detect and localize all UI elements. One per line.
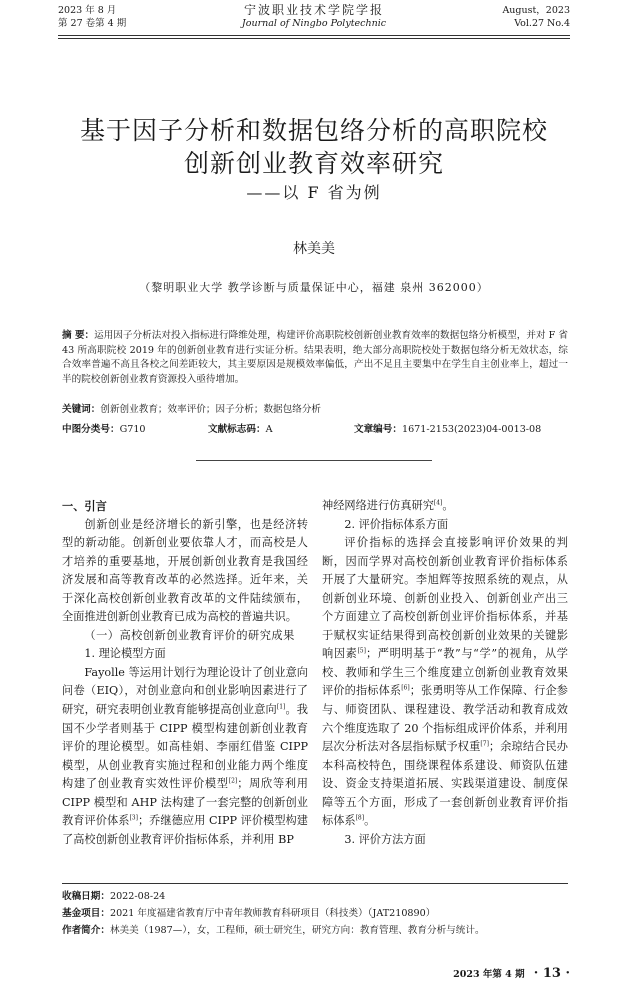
p2-text-c: ；周欣等利用 CIPP 模型和 AHP 法构建了一套完整的创新创业教育评价体系 [62, 777, 308, 828]
document-code [208, 423, 273, 437]
paragraph-1: 创新创业是经济增长的新引擎，也是经济转型的新动能。创新创业要依靠人才，而高校是人才培养的重要基地，开展创新创业教育是我国经济发展和高等教育改革的必然选择。近年来，关于深化高校创新创业教育改革的文件陆续颁布，全面推进创新创业教育已成为高校的普遍共识。 [62, 517, 308, 624]
reference-7: [7] [480, 740, 489, 748]
received-label: 收稿日期： [62, 891, 110, 902]
paragraph-2 [62, 664, 308, 849]
left-column [62, 497, 308, 849]
reference-6: [6] [401, 684, 410, 692]
paragraph-4 [322, 534, 568, 831]
keywords-label: 关键词： [62, 404, 101, 415]
page-number: · 13 · [533, 966, 570, 981]
reference-1: [1] [276, 703, 286, 711]
footnote-rule [62, 883, 568, 884]
article-label: 文章编号： [354, 424, 402, 435]
p3-text-a: 神经网络进行仿真研究 [322, 499, 434, 512]
header-rule [58, 35, 570, 36]
keywords [62, 403, 568, 417]
p2-text-d: ；乔继德应用 CIPP 评价模型构建了高校创新创业教育评价指标体系，并利用 BP [62, 814, 308, 846]
abstract-divider [196, 460, 432, 461]
subheading-indicators: 2. 评价指标体系方面 [344, 517, 449, 531]
header-rule-2 [58, 38, 570, 39]
title-line-2: 创新创业教育效率研究 [183, 149, 444, 178]
header-volume: 第 27 卷第 4 期 [58, 18, 127, 29]
right-column [322, 497, 568, 849]
reference-3: [3] [129, 814, 138, 822]
author-bio [62, 922, 568, 939]
p3-text-b: 。 [442, 499, 454, 512]
author-affiliation: （黎明职业大学 教学诊断与质量保证中心，福建 泉州 362000） [139, 281, 489, 294]
p2-text-a: Fayolle 等运用计划行为理论设计了创业意向问卷（EIQ），对创业意向和创业影响因素进行了研究，研究表明创业教育能够提高创业意向 [62, 665, 308, 717]
fund-label: 基金项目： [62, 908, 110, 919]
footnotes [62, 888, 568, 939]
p4-text-e: 。 [364, 814, 376, 828]
header-date-en: August，2023 [502, 5, 570, 16]
p4-text-d: ；余琼结合民办本科高校特色，围绕课程体系建设、师资队伍建设、资金支持渠道拓展、实践渠道建设、制度保障等五个方面，形成了一套创新创业教育评价指标体系 [322, 740, 568, 828]
p4-text-a: 评价指标的选择会直接影响评价效果的判断，因而学界对高校创新创业教育评价指标体系开展了大量研究。李旭辉等按照系统的观点，从创新创业环境、创新创业投入、创新创业产出三个方面建立了高校创新创业评价指标体系，并基于赋权实证结果得到高校创新创业效果的关键影响因素 [322, 536, 568, 661]
subsection-heading: （一）高校创新创业教育评价的研究成果 [84, 628, 295, 642]
reference-5: [5] [357, 647, 366, 655]
subheading-methods: 3. 评价方法方面 [344, 832, 426, 846]
reference-2: [2] [228, 777, 238, 785]
journal-name-cn: 宁波职业技术学院学报 [243, 3, 384, 17]
fund-value: 2021 年度福建省教育厅中青年教师教育科研项目（科技类）（JAT210890） [109, 908, 436, 919]
header-right [502, 4, 570, 30]
subheading-theory: 1. 理论模型方面 [84, 647, 166, 661]
abstract-label: 摘 要： [62, 330, 95, 341]
header-date: 2023 年 8 月 [58, 5, 117, 16]
received-value: 2022-08-24 [109, 891, 166, 902]
reference-8: [8] [355, 814, 365, 822]
abstract [62, 329, 568, 387]
clc-number [62, 423, 146, 437]
keywords-text: 创新创业教育；效率评价；因子分析；数据包络分析 [100, 404, 322, 415]
p4-text-c: ；张勇明等从工作保障、行企参与、师资团队、课程建设、教学活动和教育成效六个维度选取了 20 个指标组成评价体系，并利用层次分析法对各层指标赋予权重 [322, 684, 568, 754]
fund-project [62, 905, 568, 922]
article-number [354, 423, 541, 437]
header-left [58, 4, 126, 30]
header-center [200, 2, 428, 30]
reference-4: [4] [433, 499, 443, 507]
footer-issue: 2023 年第 4 期 [453, 969, 525, 980]
paragraph-3 [322, 497, 568, 516]
doc-label: 文献标志码： [208, 424, 266, 435]
p4-text-b: ；严明明基于“教”与“学”的视角，从学校、教师和学生三个维度建立创新创业教育效果评价的指标体系 [322, 647, 568, 698]
doc-value: A [265, 424, 273, 435]
clc-value: G710 [119, 424, 146, 435]
author-bio-value: 林美美（1987—），女，工程师，硕士研究生，研究方向：教育管理、教育分析与统计。 [109, 925, 485, 936]
author-name: 林美美 [293, 241, 335, 257]
page-footer [453, 966, 570, 981]
section-heading-intro: 一、引言 [62, 499, 107, 513]
title-line-1: 基于因子分析和数据包络分析的高职院校 [79, 116, 548, 145]
p2-text-b: 。我国不少学者则基于 CIPP 模型构建创新创业教育评价的理论模型。如高桂娟、李丽红借鉴 CIPP 模型，从创业教育实施过程和创业能力两个维度构建了创业教育实效性评价模型 [62, 703, 308, 791]
received-date [62, 888, 568, 905]
article-value: 1671-2153(2023)04-0013-08 [401, 424, 542, 435]
clc-label: 中图分类号： [62, 424, 120, 435]
journal-name-en: Journal of Ningbo Polytechnic [241, 18, 387, 29]
subtitle: ——以 F 省为例 [246, 183, 382, 202]
author-bio-label: 作者简介： [62, 925, 110, 936]
header-volume-en: Vol.27 No.4 [514, 18, 570, 29]
abstract-text: 运用因子分析法对投入指标进行降维处理，构建评价高职院校创新创业教育效率的数据包络分析模型，并对 F 省 43 所高职院校 2019 年的创新创业教育进行实证分析。结果表明，绝大部分高职院校处于数据包络分析无效状态，综合效率普遍不高且各校之间差距较大，其主要原因是规模效率偏低，产出不足且主要集中在学生自主创业率上，超过一半的院校创新创业教育资源投入亟待增加。 [62, 330, 568, 385]
